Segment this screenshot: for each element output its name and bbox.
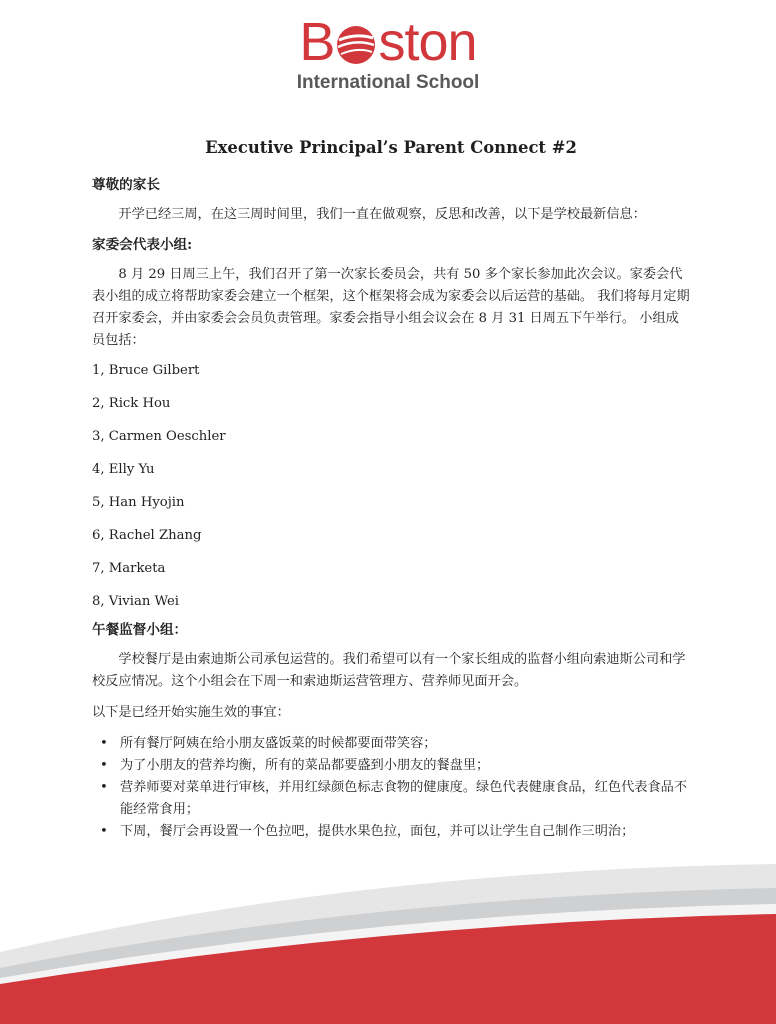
footer-wave-decoration bbox=[0, 860, 776, 1024]
logo-letter-o: o bbox=[418, 12, 448, 72]
bullet-item: • 所有餐厅阿姨在给小朋友盛饭菜的时候都要面带笑容； bbox=[92, 733, 690, 755]
logo-wordmark bbox=[299, 14, 476, 70]
lunch-paragraph: 学校餐厅是由索迪斯公司承包运营的。我们希望可以有一个家长组成的监督小组向索迪斯公司和学校反应情况。这个小组会在下周一和索迪斯运营管理方、营养师见面开会。 bbox=[92, 652, 686, 689]
logo-subtitle: International School bbox=[296, 72, 480, 93]
list-item: 3, Carmen Oeschler bbox=[92, 429, 226, 444]
greeting: 尊敬的家长 bbox=[92, 177, 160, 193]
list-item: 7, Marketa bbox=[92, 561, 166, 576]
list-item: 6, Rachel Zhang bbox=[92, 528, 202, 543]
member-list bbox=[92, 361, 690, 612]
logo-ball-icon bbox=[336, 25, 376, 65]
bullet-item: • 营养师要对菜单进行审核，并用红绿颜色标志食物的健康度。绿色代表健康食品，红色代表食品不能经常食用； bbox=[92, 777, 690, 821]
list-item: 1, Bruce Gilbert bbox=[92, 363, 200, 378]
letter-body bbox=[92, 138, 690, 843]
list-item: 4, Elly Yu bbox=[92, 462, 155, 477]
section-heading-lunch: 午餐监督小组： bbox=[92, 622, 188, 638]
list-item: 5, Han Hyojin bbox=[92, 495, 185, 510]
logo-letter-n: n bbox=[447, 12, 477, 72]
lunch-lead: 以下是已经开始实施生效的事宜： bbox=[92, 705, 290, 720]
school-logo bbox=[0, 14, 776, 94]
logo-letter-s: s bbox=[378, 12, 405, 72]
bullet-item: • 为了小朋友的营养均衡，所有的菜品都要盛到小朋友的餐盘里； bbox=[92, 755, 690, 777]
logo-letter-b: B bbox=[299, 12, 335, 72]
committee-paragraph: 8 月 29 日周三上午，我们召开了第一次家长委员会，共有 50 多个家长参加此次会议。家委会代表小组的成立将帮助家委会建立一个框架，这个框架将会成为家委会以后运营的基础。 我们将每月定期召开家委会，并由家委会会员负责管理。家委会指导小组会议会在 8 月 31 日周五下午举行。 小组成员包括： bbox=[92, 267, 690, 348]
section-heading-committee: 家委会代表小组: bbox=[92, 237, 193, 253]
intro-paragraph: 开学已经三周，在这三周时间里，我们一直在做观察，反思和改善，以下是学校最新信息： bbox=[118, 207, 646, 222]
page-title: Executive Principal’s Parent Connect #2 bbox=[205, 138, 577, 157]
list-item: 2, Rick Hou bbox=[92, 396, 171, 411]
bullet-list bbox=[92, 733, 690, 843]
bullet-item: • 下周，餐厅会再设置一个色拉吧，提供水果色拉，面包，并可以让学生自己制作三明治； bbox=[92, 821, 690, 843]
logo-letter-t: t bbox=[404, 12, 419, 72]
list-item: 8, Vivian Wei bbox=[92, 594, 179, 609]
